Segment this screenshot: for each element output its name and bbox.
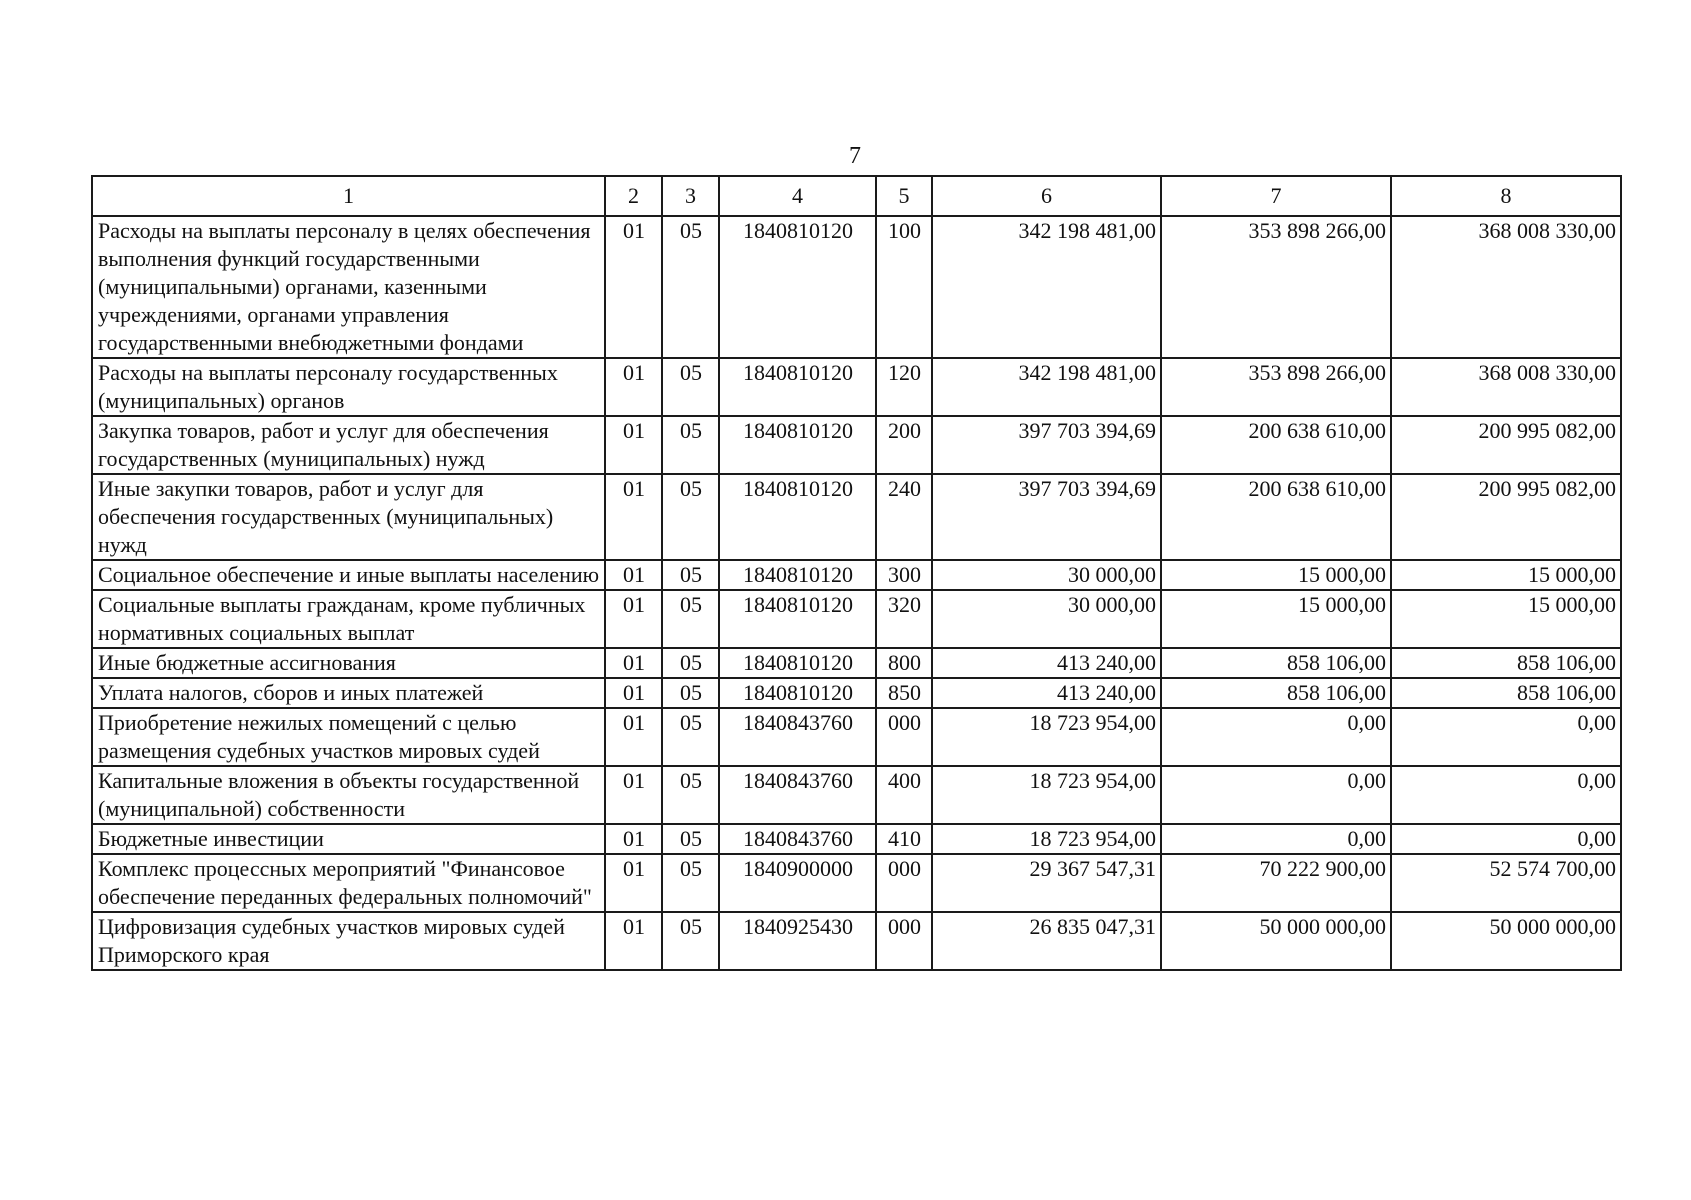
table-row <box>92 216 1621 358</box>
row-name-cell: Уплата налогов, сборов и иных платежей <box>92 678 605 708</box>
amount-col7-cell: 70 222 900,00 <box>1161 854 1391 912</box>
section-code-cell: 01 <box>605 766 662 824</box>
amount-col6-cell: 26 835 047,31 <box>932 912 1161 970</box>
subsection-code-cell: 05 <box>662 474 719 560</box>
row-name-cell: Социальные выплаты гражданам, кроме публичных нормативных социальных выплат <box>92 590 605 648</box>
table-row <box>92 560 1621 590</box>
target-article-cell: 1840810120 <box>719 416 876 474</box>
target-article-cell: 1840900000 <box>719 854 876 912</box>
section-code-cell: 01 <box>605 648 662 678</box>
header-cell: 2 <box>605 176 662 216</box>
header-cell: 3 <box>662 176 719 216</box>
amount-col7-cell: 0,00 <box>1161 766 1391 824</box>
section-code-cell: 01 <box>605 416 662 474</box>
subsection-code-cell: 05 <box>662 766 719 824</box>
row-name-cell: Капитальные вложения в объекты государственной (муниципальной) собственности <box>92 766 605 824</box>
subsection-code-cell: 05 <box>662 854 719 912</box>
amount-col8-cell: 858 106,00 <box>1391 648 1621 678</box>
amount-col7-cell: 200 638 610,00 <box>1161 416 1391 474</box>
subsection-code-cell: 05 <box>662 678 719 708</box>
budget-table <box>91 175 1622 971</box>
table-row <box>92 590 1621 648</box>
expense-type-cell: 320 <box>876 590 932 648</box>
row-name-cell: Цифровизация судебных участков мировых судей Приморского края <box>92 912 605 970</box>
target-article-cell: 1840810120 <box>719 358 876 416</box>
row-name-cell: Социальное обеспечение и иные выплаты населению <box>92 560 605 590</box>
amount-col6-cell: 18 723 954,00 <box>932 708 1161 766</box>
amount-col8-cell: 50 000 000,00 <box>1391 912 1621 970</box>
row-name-cell: Приобретение нежилых помещений с целью размещения судебных участков мировых судей <box>92 708 605 766</box>
amount-col8-cell: 0,00 <box>1391 824 1621 854</box>
header-cell: 6 <box>932 176 1161 216</box>
target-article-cell: 1840810120 <box>719 474 876 560</box>
subsection-code-cell: 05 <box>662 912 719 970</box>
expense-type-cell: 300 <box>876 560 932 590</box>
amount-col8-cell: 200 995 082,00 <box>1391 474 1621 560</box>
section-code-cell: 01 <box>605 854 662 912</box>
target-article-cell: 1840925430 <box>719 912 876 970</box>
section-code-cell: 01 <box>605 560 662 590</box>
row-name-cell: Бюджетные инвестиции <box>92 824 605 854</box>
amount-col6-cell: 397 703 394,69 <box>932 416 1161 474</box>
row-name-cell: Иные закупки товаров, работ и услуг для обеспечения государственных (муниципальных) нужд <box>92 474 605 560</box>
section-code-cell: 01 <box>605 590 662 648</box>
row-name-cell: Иные бюджетные ассигнования <box>92 648 605 678</box>
target-article-cell: 1840810120 <box>719 590 876 648</box>
section-code-cell: 01 <box>605 216 662 358</box>
subsection-code-cell: 05 <box>662 560 719 590</box>
expense-type-cell: 100 <box>876 216 932 358</box>
amount-col7-cell: 50 000 000,00 <box>1161 912 1391 970</box>
amount-col7-cell: 0,00 <box>1161 824 1391 854</box>
target-article-cell: 1840843760 <box>719 766 876 824</box>
table-row <box>92 358 1621 416</box>
subsection-code-cell: 05 <box>662 216 719 358</box>
table-row <box>92 766 1621 824</box>
target-article-cell: 1840810120 <box>719 216 876 358</box>
subsection-code-cell: 05 <box>662 416 719 474</box>
amount-col8-cell: 15 000,00 <box>1391 590 1621 648</box>
page-number: 7 <box>849 143 861 169</box>
expense-type-cell: 800 <box>876 648 932 678</box>
expense-type-cell: 850 <box>876 678 932 708</box>
amount-col8-cell: 368 008 330,00 <box>1391 358 1621 416</box>
section-code-cell: 01 <box>605 474 662 560</box>
amount-col6-cell: 397 703 394,69 <box>932 474 1161 560</box>
amount-col7-cell: 15 000,00 <box>1161 590 1391 648</box>
target-article-cell: 1840843760 <box>719 824 876 854</box>
row-name-cell: Комплекс процессных мероприятий "Финансовое обеспечение переданных федеральных полномочий" <box>92 854 605 912</box>
amount-col6-cell: 413 240,00 <box>932 678 1161 708</box>
amount-col7-cell: 0,00 <box>1161 708 1391 766</box>
target-article-cell: 1840810120 <box>719 678 876 708</box>
amount-col8-cell: 52 574 700,00 <box>1391 854 1621 912</box>
section-code-cell: 01 <box>605 358 662 416</box>
amount-col8-cell: 200 995 082,00 <box>1391 416 1621 474</box>
amount-col6-cell: 342 198 481,00 <box>932 358 1161 416</box>
header-cell: 1 <box>92 176 605 216</box>
amount-col6-cell: 18 723 954,00 <box>932 824 1161 854</box>
table-row <box>92 474 1621 560</box>
section-code-cell: 01 <box>605 824 662 854</box>
row-name-cell: Закупка товаров, работ и услуг для обеспечения государственных (муниципальных) нужд <box>92 416 605 474</box>
table-row <box>92 648 1621 678</box>
section-code-cell: 01 <box>605 912 662 970</box>
header-cell: 4 <box>719 176 876 216</box>
amount-col6-cell: 30 000,00 <box>932 560 1161 590</box>
table-row <box>92 708 1621 766</box>
header-cell: 5 <box>876 176 932 216</box>
table-row <box>92 678 1621 708</box>
section-code-cell: 01 <box>605 678 662 708</box>
expense-type-cell: 000 <box>876 854 932 912</box>
table-row <box>92 854 1621 912</box>
target-article-cell: 1840810120 <box>719 560 876 590</box>
section-code-cell: 01 <box>605 708 662 766</box>
amount-col8-cell: 15 000,00 <box>1391 560 1621 590</box>
row-name-cell: Расходы на выплаты персоналу в целях обеспечения выполнения функций государственными (муниципальными) органами, казенными учреждениями, органами управления государственными внебюджетными фондами <box>92 216 605 358</box>
expense-type-cell: 200 <box>876 416 932 474</box>
amount-col7-cell: 353 898 266,00 <box>1161 216 1391 358</box>
subsection-code-cell: 05 <box>662 648 719 678</box>
amount-col7-cell: 858 106,00 <box>1161 678 1391 708</box>
target-article-cell: 1840810120 <box>719 648 876 678</box>
header-row <box>92 176 1621 216</box>
expense-type-cell: 000 <box>876 912 932 970</box>
amount-col8-cell: 0,00 <box>1391 708 1621 766</box>
amount-col7-cell: 200 638 610,00 <box>1161 474 1391 560</box>
expense-type-cell: 240 <box>876 474 932 560</box>
amount-col7-cell: 858 106,00 <box>1161 648 1391 678</box>
expense-type-cell: 000 <box>876 708 932 766</box>
subsection-code-cell: 05 <box>662 708 719 766</box>
amount-col7-cell: 353 898 266,00 <box>1161 358 1391 416</box>
expense-type-cell: 120 <box>876 358 932 416</box>
expense-type-cell: 410 <box>876 824 932 854</box>
row-name-cell: Расходы на выплаты персоналу государственных (муниципальных) органов <box>92 358 605 416</box>
amount-col6-cell: 18 723 954,00 <box>932 766 1161 824</box>
subsection-code-cell: 05 <box>662 590 719 648</box>
amount-col6-cell: 413 240,00 <box>932 648 1161 678</box>
table-row <box>92 912 1621 970</box>
table-row <box>92 824 1621 854</box>
amount-col6-cell: 29 367 547,31 <box>932 854 1161 912</box>
amount-col8-cell: 858 106,00 <box>1391 678 1621 708</box>
amount-col6-cell: 30 000,00 <box>932 590 1161 648</box>
table-row <box>92 416 1621 474</box>
target-article-cell: 1840843760 <box>719 708 876 766</box>
subsection-code-cell: 05 <box>662 358 719 416</box>
header-cell: 8 <box>1391 176 1621 216</box>
amount-col6-cell: 342 198 481,00 <box>932 216 1161 358</box>
header-cell: 7 <box>1161 176 1391 216</box>
amount-col8-cell: 368 008 330,00 <box>1391 216 1621 358</box>
amount-col7-cell: 15 000,00 <box>1161 560 1391 590</box>
subsection-code-cell: 05 <box>662 824 719 854</box>
expense-type-cell: 400 <box>876 766 932 824</box>
amount-col8-cell: 0,00 <box>1391 766 1621 824</box>
